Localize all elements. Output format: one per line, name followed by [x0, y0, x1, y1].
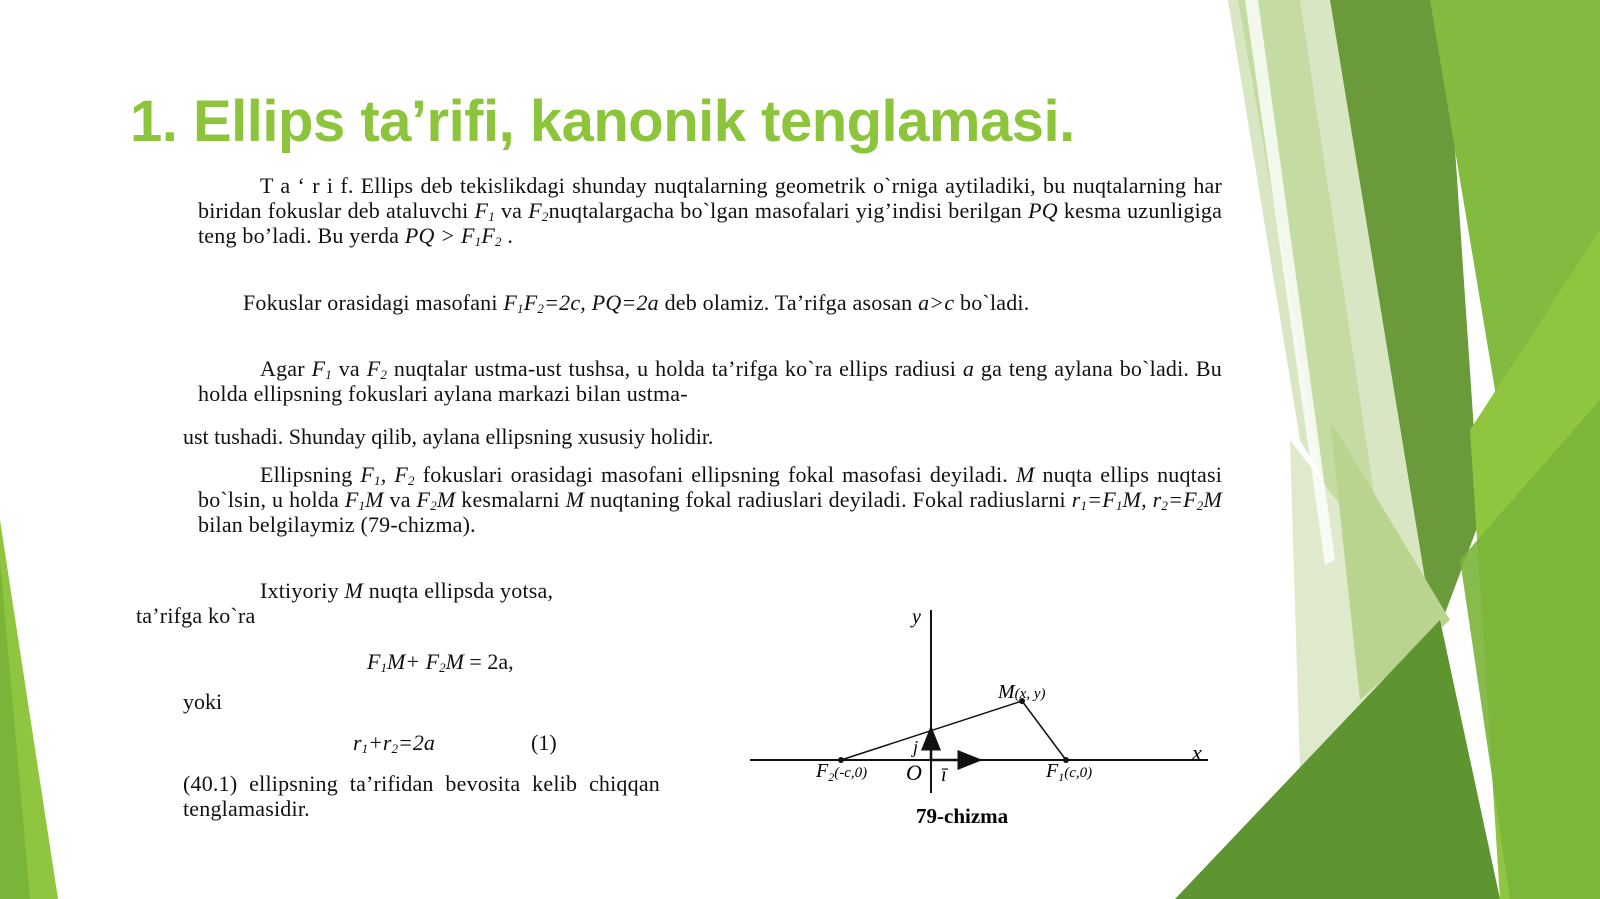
- figure-caption: 79-chizma: [916, 804, 1009, 828]
- axis-x-label: x: [1192, 740, 1202, 765]
- point-m-label: M(x, y): [998, 681, 1046, 703]
- circle-case-continuation: ust tushadi. Shunday qilib, aylana ellipsning xususiy holidir.: [183, 424, 714, 449]
- circle-case-paragraph: Agar $F_1$ va $F_2$ nuqtalar ustma-ust tushsa, u holda ta’rifga ko`ra ellips radiusi a ga teng aylana bo`ladi. Bu holda ellipsning fokuslari aylana markazi bilan ustma-: [198, 356, 1222, 406]
- focus-left-label: $F_2^{(-c,0)}$: [816, 760, 868, 784]
- conclusion-paragraph: (40.1) ellipsning ta’rifidan bevosita kelib chiqqan tenglamasidir.: [183, 771, 660, 821]
- focal-distance-paragraph: Fokuslar orasidagi masofani $F_1F_2=2c$, PQ=2a deb olamiz. Ta’rifga asosan a>c bo`ladi.: [243, 290, 1030, 316]
- focus-right-label: $F_1^{(c,0)}$: [1046, 760, 1093, 784]
- ellipse-focal-diagram: [730, 595, 1220, 830]
- definition-paragraph: T a ‘ r i f. Ellips deb tekislikdagi shunday nuqtalarning geometrik o`rniga aytiladiki, bu nuqtalarning har biridan fokuslar deb ataluvchi $F_1$ va $F_2nuqtalargacha$ bo`lgan masofalari yig’indisi berilgan PQ kesma uzunligiga teng bo’ladi. Bu yerda PQ > $F_1F_2$ .: [198, 173, 1223, 249]
- equation-sum-focal: $F_1M+ F_2M = 2a$,: [367, 649, 514, 675]
- unit-i-label: ī: [941, 764, 947, 786]
- unit-j-label: j: [913, 737, 919, 757]
- focal-radii-paragraph: Ellipsning $F_1$, $F_2$ fokuslari orasidagi masofani ellipsning fokal masofasi deyiladi. M nuqta ellips nuqtasi bo`lsin, u holda $F_1M$ va $F_2M$ kesmalarni M nuqtaning fokal radiuslari deyiladi. Fokal radiuslarni $r_1=F_1M$, $r_2=F_2M$ bilan belgilaymiz (79-chizma).: [198, 462, 1223, 537]
- equation-number: (1): [531, 730, 557, 755]
- focus-left-point: [838, 757, 844, 763]
- slide-title: 1. Ellips ta’rifi, kanonik tenglamasi.: [130, 89, 1075, 154]
- axis-y-label: y: [912, 606, 921, 628]
- arbitrary-point-paragraph: Ixtiyoriy M nuqta ellipsda yotsa, ta’rifga ko`ra: [136, 578, 554, 628]
- definition-lead: T a ‘ r i f.: [260, 173, 354, 198]
- equation-radii-sum: $r_1+r_2=2a$: [353, 730, 435, 756]
- yoki-text: yoki: [183, 689, 223, 714]
- focus-right-point: [1063, 757, 1069, 763]
- origin-label: O: [906, 760, 922, 785]
- focal-radius-right: [1022, 701, 1066, 760]
